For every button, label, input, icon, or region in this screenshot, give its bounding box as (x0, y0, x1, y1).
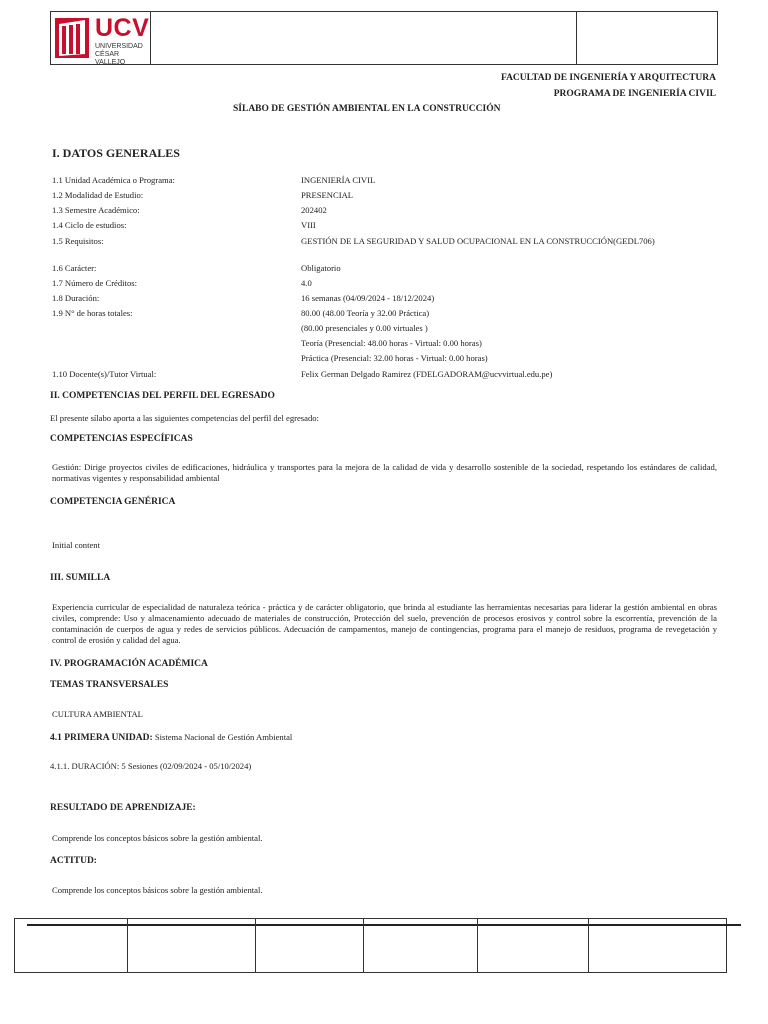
table-column-divider (363, 919, 364, 972)
schedule-table (14, 918, 727, 973)
row-label: 1.2 Modalidad de Estudio: (52, 190, 144, 200)
row-value: Práctica (Presencial: 32.00 horas - Virtual: 0.00 horas) (301, 353, 488, 363)
unidad-duracion: 4.1.1. DURACIÓN: 5 Sesiones (02/09/2024 - 05/10/2024) (50, 761, 252, 771)
subheading-especificas: COMPETENCIAS ESPECÍFICAS (50, 434, 193, 444)
row-label: 1.8 Duración: (52, 293, 100, 303)
row-label: 1.6 Carácter: (52, 263, 97, 273)
table-column-divider (477, 919, 478, 972)
row-value: INGENIERÍA CIVIL (301, 175, 376, 185)
unidad-name: Sistema Nacional de Gestión Ambiental (154, 732, 293, 742)
subheading-generica: COMPETENCIA GENÉRICA (50, 497, 176, 507)
subheading-resultado: RESULTADO DE APRENDIZAJE: (50, 803, 196, 813)
row-value: Teoría (Presencial: 48.00 horas - Virtual: 0.00 horas) (301, 338, 482, 348)
row-label: 1.7 Número de Créditos: (52, 278, 137, 288)
row-label: 1.1 Unidad Académica o Programa: (52, 175, 175, 185)
row-label: 1.9 N° de horas totales: (52, 308, 133, 318)
row-value: 202402 (301, 205, 327, 215)
table-column-divider (127, 919, 128, 972)
row-label: 1.3 Semestre Académico: (52, 205, 140, 215)
row-value: 80.00 (48.00 Teoría y 32.00 Práctica) (301, 308, 430, 318)
competencias-intro: El presente sílabo aporta a las siguientes competencias del perfil del egresado: (50, 413, 319, 423)
resultado-text: Comprende los conceptos básicos sobre la gestión ambiental. (52, 833, 263, 843)
syllabus-title: SÍLABO DE GESTIÓN AMBIENTAL EN LA CONSTRUCCIÓN (233, 104, 501, 114)
table-rule (27, 924, 739, 926)
row-label: 1.5 Requisitos: (52, 236, 104, 246)
temas-text: CULTURA AMBIENTAL (52, 709, 143, 719)
generica-text: Initial content (52, 540, 100, 550)
unidad-line (50, 732, 292, 743)
section-heading-competencias: II. COMPETENCIAS DEL PERFIL DEL EGRESADO (50, 391, 275, 401)
section-heading-sumilla: III. SUMILLA (50, 573, 111, 583)
row-value: (80.00 presenciales y 0.00 virtuales ) (301, 323, 428, 333)
section-heading-programacion: IV. PROGRAMACIÓN ACADÉMICA (50, 659, 208, 669)
program-name: PROGRAMA DE INGENIERÍA CIVIL (553, 89, 716, 99)
row-value: PRESENCIAL (301, 190, 354, 200)
logo-name: UCV (95, 14, 150, 42)
row-value: 16 semanas (04/09/2024 - 18/12/2024) (301, 293, 435, 303)
sumilla-text: Experiencia curricular de especialidad de naturaleza teórica - práctica y de carácter obligatorio, que brinda al estudiante las herramientas necesarias para liderar la gestión ambiental en obras civiles, comprende: Uso y almacenamiento adecuado de materiales de construcción, Protección del suelo, prevención de procesos erosivos y control sobre la escorrentía, prevención de la contaminación de cuerpos de agua y redes de servicios públicos. Adecuación de campamentos, manejo de contingencias, programa para el manejo de residuos, programa de revegetación y control de erosión y calidad del agua. (52, 602, 717, 645)
row-value: VIII (301, 220, 316, 230)
faculty-name: FACULTAD DE INGENIERÍA Y ARQUITECTURA (500, 73, 716, 83)
row-value: Obligatorio (301, 263, 341, 273)
row-value: GESTIÓN DE LA SEGURIDAD Y SALUD OCUPACIONAL EN LA CONSTRUCCIÓN(GEDL706) (301, 236, 655, 246)
logo-cell (51, 12, 151, 64)
especificas-text: Gestión: Dirige proyectos civiles de edificaciones, hidráulica y transportes para la mejora de la calidad de vida y desarrollo sostenible de la sociedad, respetando los estándares de calidad, normativas vigentes y responsabilidad ambiental (52, 462, 717, 483)
university-logo-icon (55, 16, 93, 60)
table-column-divider (255, 919, 256, 972)
row-value: Felix German Delgado Ramirez (FDELGADORAM@ucvvirtual.edu.pe) (301, 369, 553, 379)
row-value: 4.0 (301, 278, 312, 288)
subheading-actitud: ACTITUD: (50, 856, 97, 866)
subheading-temas: TEMAS TRANSVERSALES (50, 680, 169, 690)
row-label: 1.4 Ciclo de estudios: (52, 220, 127, 230)
section-heading-datos: I. DATOS GENERALES (52, 146, 180, 160)
header-divider (576, 12, 577, 64)
unidad-label: 4.1 PRIMERA UNIDAD: (50, 733, 153, 743)
row-label: 1.10 Docente(s)/Tutor Virtual: (52, 369, 157, 379)
logo-line1: UNIVERSIDAD (95, 43, 143, 50)
logo-line2: CÉSAR VALLEJO (95, 51, 126, 66)
actitud-text: Comprende los conceptos básicos sobre la gestión ambiental. (52, 885, 263, 895)
table-column-divider (588, 919, 589, 972)
table-rule-extension (727, 924, 741, 926)
header-box (50, 11, 718, 65)
